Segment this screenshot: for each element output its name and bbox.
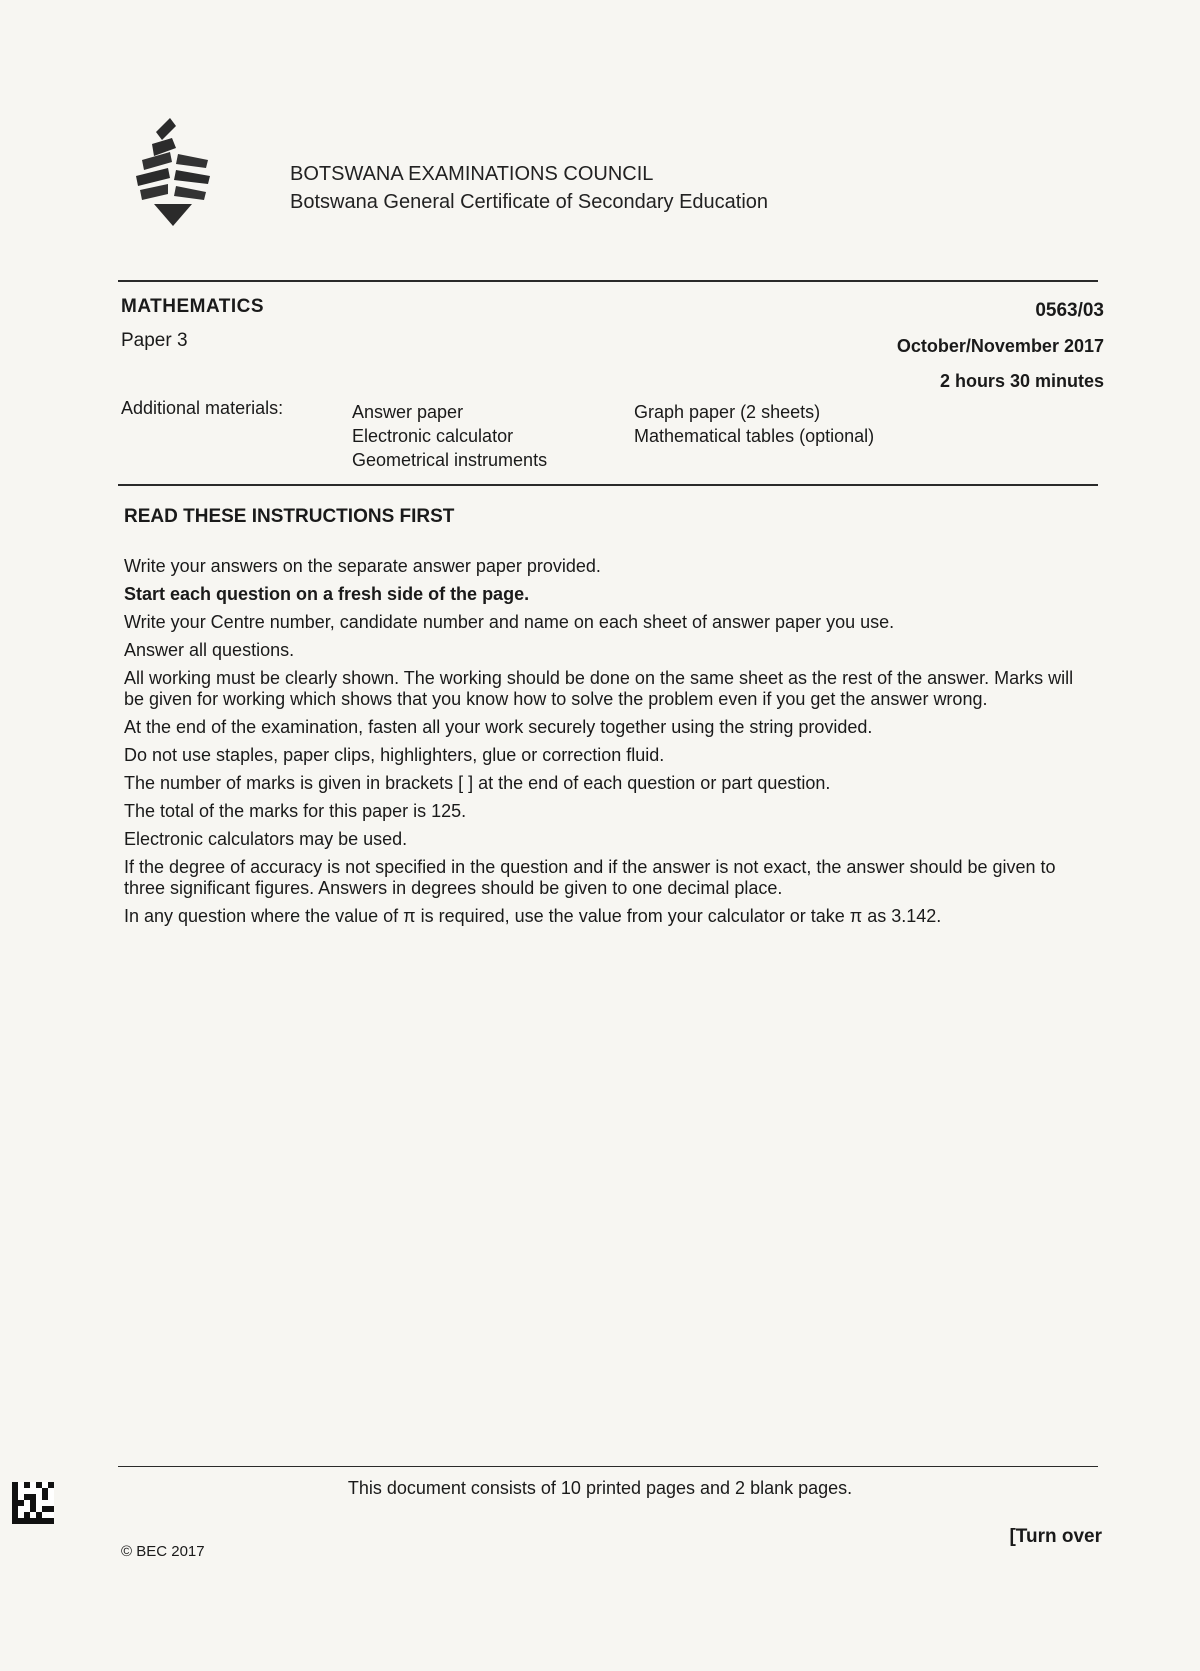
instruction-item: Start each question on a fresh side of the page. [124,584,530,604]
subject-title: MATHEMATICS [121,296,265,317]
instruction-item: At the end of the examination, fasten all your work securely together using the string provided. [124,717,873,737]
material-item: Geometrical instruments [352,450,548,470]
instruction-item: In any question where the value of π is required, use the value from your calculator or take π as 3.142. [124,906,942,926]
council-heading [290,160,768,216]
qr-code-icon [12,1482,54,1524]
pages-note: This document consists of 10 printed pages and 2 blank pages. [347,1478,853,1498]
materials-column-1 [352,400,547,472]
materials-rule [118,484,1098,486]
instruction-item: Write your Centre number, candidate number and name on each sheet of answer paper you use. [124,612,895,632]
copyright: © BEC 2017 [121,1543,205,1560]
instruction-item: All working must be clearly shown. The working should be done on the same sheet as the rest of the answer. Marks will be given for working which shows that you know how to solve the problem even if you get the answer wrong. [124,668,1074,709]
instruction-item: Answer all questions. [124,640,295,660]
turn-over: [Turn over [1009,1526,1102,1547]
materials-column-2 [634,400,874,448]
paper-number: Paper 3 [121,330,188,351]
header-rule [118,280,1098,282]
exam-duration: 2 hours 30 minutes [939,371,1104,391]
materials-label: Additional materials: [121,398,284,418]
instructions-list [124,556,1094,934]
material-item: Mathematical tables (optional) [634,426,875,446]
instruction-item: Electronic calculators may be used. [124,829,408,849]
syllabus-code: 0563/03 [1035,300,1104,321]
instruction-item: Write your answers on the separate answer paper provided. [124,556,601,576]
material-item: Electronic calculator [352,426,514,446]
instruction-item: Do not use staples, paper clips, highlighters, glue or correction fluid. [124,745,665,765]
exam-session: October/November 2017 [896,336,1104,356]
instruction-item: The total of the marks for this paper is 125. [124,801,467,821]
instruction-item: If the degree of accuracy is not specified in the question and if the answer is not exact, the answer should be given to three significant figures. Answers in degrees should be given to one decimal place. [124,857,1056,898]
material-item: Answer paper [352,402,464,422]
council-name: BOTSWANA EXAMINATIONS COUNCIL [290,163,654,185]
instruction-item: The number of marks is given in brackets [ ] at the end of each question or part question. [124,773,831,793]
footer-rule [118,1466,1098,1467]
material-item: Graph paper (2 sheets) [634,402,821,422]
bec-logo-icon [132,118,214,230]
certificate-name: Botswana General Certificate of Secondary Education [290,191,769,213]
instructions-heading: READ THESE INSTRUCTIONS FIRST [124,506,455,527]
